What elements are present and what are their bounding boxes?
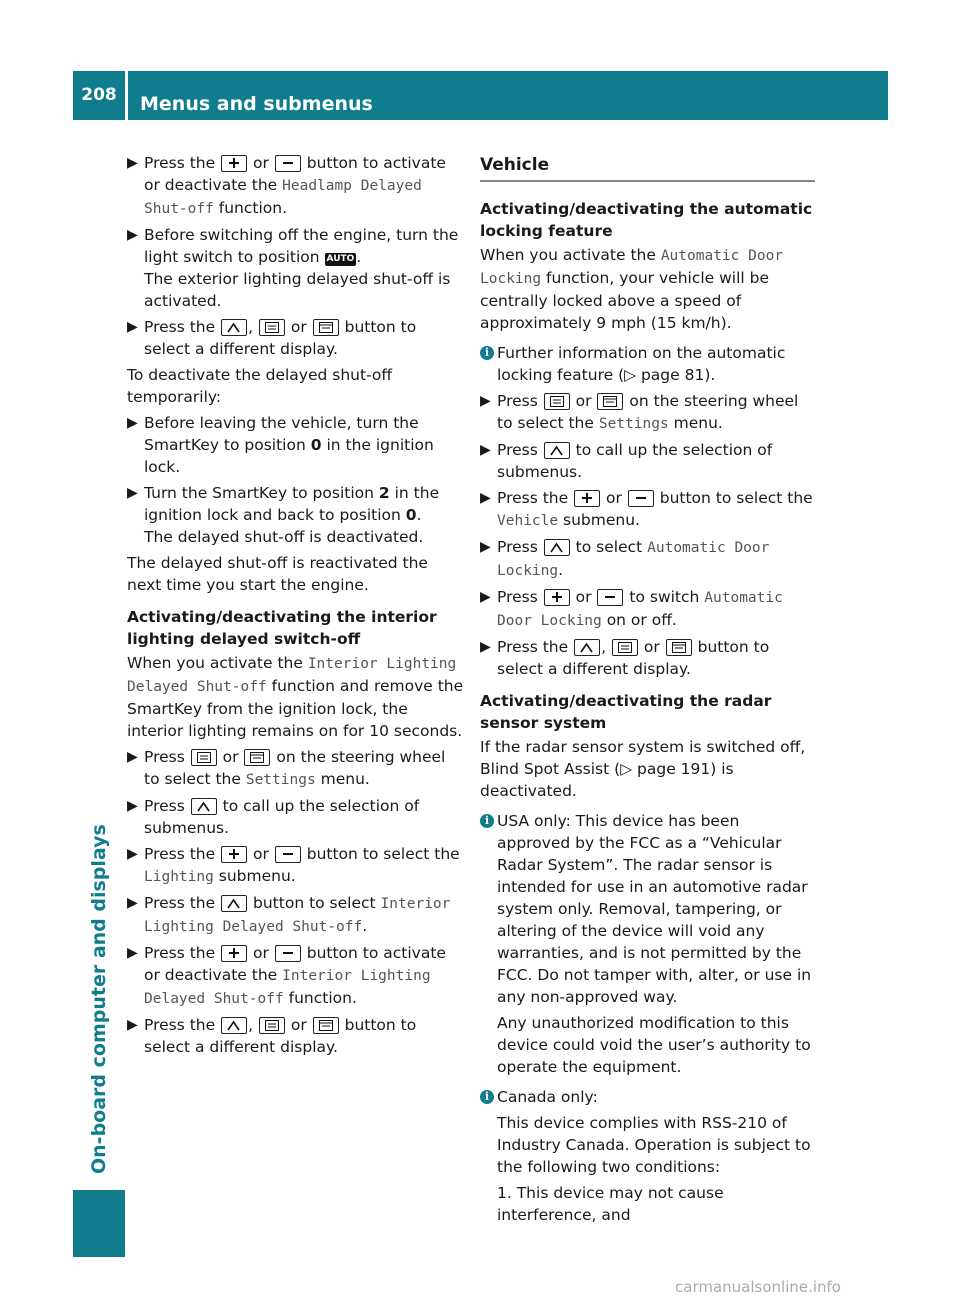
minus-button-icon [275,155,301,172]
chapter-label: On-board computer and displays [88,824,110,1174]
info-note-continued: This device complies with RSS-210 of Industry Canada. Operation is subject to the following two conditions: [497,1114,811,1176]
back-button-icon [191,798,217,815]
display-text: Automatic Door Locking [497,540,770,579]
paragraph: When you activate the Interior Lighting Delayed Shut-off function and remove the SmartKey from the ignition lock, the interior lighting remains on for 10 seconds. [127,654,464,740]
step-arrow-icon: ▶ [480,393,491,409]
display-text: Automatic Door Locking [497,590,783,629]
page-up-button-icon [244,749,270,766]
instruction-step: ▶ Press or on the steering wheel to select the Settings menu. [127,748,446,788]
page-down-button-icon [259,1017,285,1034]
plus-button-icon [221,945,247,962]
section-title: Vehicle [480,152,815,182]
step-result: The delayed shut-off is deactivated. [144,528,424,546]
step-arrow-icon: ▶ [127,155,138,171]
page-up-button-icon [313,319,339,336]
instruction-step: ▶ Press to call up the selection of submenus. [127,797,420,837]
page-down-button-icon [191,749,217,766]
page-down-button-icon [259,319,285,336]
display-text: Lighting [144,869,214,885]
back-button-icon [574,639,600,656]
chapter-tab-marker [73,1190,125,1257]
minus-button-icon [597,589,623,606]
auto-position-icon: AUTO [326,254,355,264]
back-button-icon [544,442,570,459]
display-text: Settings [245,772,316,788]
paragraph: The delayed shut-off is reactivated the next time you start the engine. [127,554,428,594]
step-arrow-icon: ▶ [127,319,138,335]
step-result: The exterior lighting delayed shut-off is activated. [144,270,451,310]
display-text: Vehicle [497,513,559,529]
header-divider [125,71,128,120]
back-button-icon [221,895,247,912]
info-note-continued: Any unauthorized modification to this device could void the user’s authority to operate the equipment. [497,1014,811,1076]
instruction-step: ▶ Before leaving the vehicle, turn the SmartKey to position 0 in the ignition lock. [127,414,434,476]
instruction-step: ▶ Press the , or button to select a different display. [480,638,770,678]
step-arrow-icon: ▶ [480,639,491,655]
watermark: carmanualsonline.info [675,1278,841,1296]
display-text: Settings [598,416,669,432]
paragraph: To deactivate the delayed shut-off temporarily: [127,366,393,406]
instruction-step: ▶ Press the or button to activate or deactivate the Interior Lighting Delayed Shut-off function. [127,944,446,1007]
step-arrow-icon: ▶ [127,227,138,243]
page-up-button-icon [313,1017,339,1034]
plus-button-icon [544,589,570,606]
minus-button-icon [275,945,301,962]
display-text: Interior Lighting Delayed Shut-off [127,656,457,695]
info-icon: i [480,1090,494,1104]
page-down-button-icon [544,393,570,410]
instruction-step: ▶ Press the or button to activate or deactivate the Headlamp Delayed Shut-off function. [127,154,446,217]
back-button-icon [544,539,570,556]
display-text: Interior Lighting Delayed Shut-off [144,896,451,935]
page-header [73,71,888,120]
instruction-step: ▶ Before switching off the engine, turn the light switch to position AUTO . The exterior lighting delayed shut-off is activated. [127,226,459,310]
chapter-side-tab [73,120,125,1257]
instruction-step: ▶ Press the , or button to select a different display. [127,1016,417,1056]
page-down-button-icon [612,639,638,656]
instruction-step: ▶ Press to select Automatic Door Locking. [480,538,770,579]
page-up-button-icon [666,639,692,656]
page-title: Menus and submenus [140,93,373,115]
info-note: i USA only: This device has been approved by the FCC as a “Vehicular Radar System”. The radar sensor is intended for use in an automotive radar system only. Removal, tampering, or altering of the device will void any warranties, and is not permitted by the FCC. Do not tamper with, alter, or use in any non-approved way. [480,810,815,1008]
page-number: 208 [81,85,117,105]
instruction-step: ▶ Press the or button to select the Vehicle submenu. [480,489,813,529]
plus-button-icon [574,490,600,507]
plus-button-icon [221,155,247,172]
info-note-continued: 1. This device may not cause interference, and [497,1184,724,1224]
info-note: i Further information on the automatic locking feature (▷ page 81). [480,342,815,386]
paragraph: If the radar sensor system is switched off, Blind Spot Assist (▷ page 191) is deactivated. [480,738,806,800]
back-button-icon [221,319,247,336]
subsection-heading: Activating/deactivating the radar sensor system [480,692,772,732]
minus-button-icon [275,846,301,863]
step-arrow-icon: ▶ [127,846,138,862]
minus-button-icon [628,490,654,507]
subsection-heading: Activating/deactivating the interior lighting delayed switch-off [127,608,437,648]
instruction-step: ▶ Press or on the steering wheel to select the Settings menu. [480,392,799,432]
display-text: Headlamp Delayed Shut-off [144,178,422,217]
step-arrow-icon: ▶ [127,749,138,765]
instruction-step: ▶ Press the or button to select the Lighting submenu. [127,845,460,885]
left-column [127,152,465,1062]
back-button-icon [221,1017,247,1034]
display-text: Interior Lighting Delayed Shut-off [144,968,431,1007]
plus-button-icon [221,846,247,863]
display-text: Automatic Door Locking [480,248,784,287]
page-up-button-icon [597,393,623,410]
instruction-step: ▶ Press to call up the selection of submenus. [480,441,773,481]
instruction-step: ▶ Press the button to select Interior Lighting Delayed Shut-off. [127,894,451,935]
step-arrow-icon: ▶ [480,589,491,605]
step-arrow-icon: ▶ [480,539,491,555]
instruction-step: ▶ Press or to switch Automatic Door Locking on or off. [480,588,783,629]
step-arrow-icon: ▶ [127,945,138,961]
step-arrow-icon: ▶ [127,415,138,431]
paragraph: When you activate the Automatic Door Locking function, your vehicle will be centrally locked above a speed of approximately 9 mph (15 km/h). [480,246,784,332]
step-arrow-icon: ▶ [480,442,491,458]
step-arrow-icon: ▶ [127,798,138,814]
instruction-step: ▶ Press the , or button to select a different display. [127,318,417,358]
subsection-heading: Activating/deactivating the automatic locking feature [480,200,813,240]
info-icon: i [480,346,494,360]
step-arrow-icon: ▶ [127,895,138,911]
instruction-step: ▶ Turn the SmartKey to position 2 in the ignition lock and back to position 0. The delayed shut-off is deactivated. [127,484,440,546]
info-note: i Canada only: [480,1086,815,1108]
step-arrow-icon: ▶ [480,490,491,506]
step-arrow-icon: ▶ [127,485,138,501]
info-icon: i [480,814,494,828]
right-column [480,152,815,1230]
step-arrow-icon: ▶ [127,1017,138,1033]
